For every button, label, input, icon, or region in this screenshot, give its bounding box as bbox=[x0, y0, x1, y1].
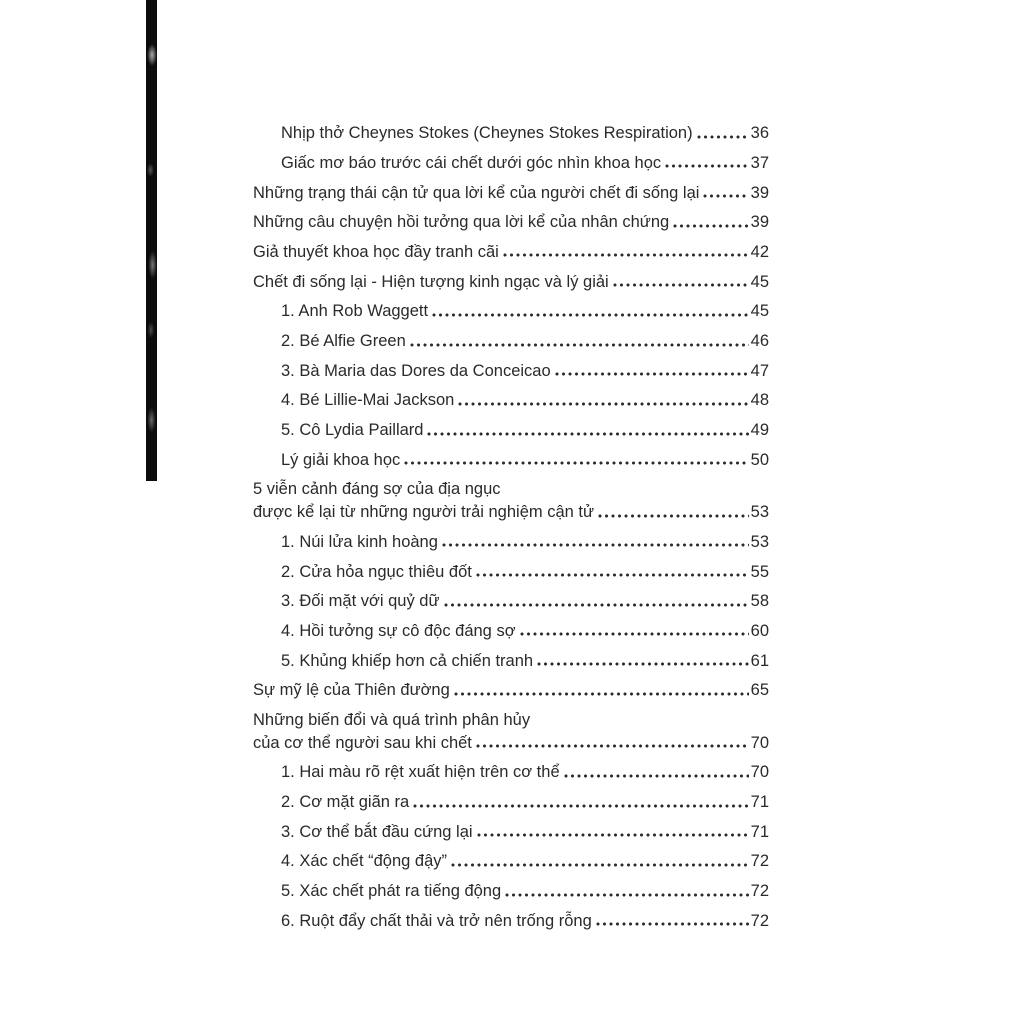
dot-leader bbox=[476, 571, 749, 577]
toc-page-number: 58 bbox=[750, 592, 769, 611]
dot-leader bbox=[520, 630, 749, 636]
dot-leader bbox=[451, 861, 749, 867]
toc-page-number: 72 bbox=[750, 882, 769, 901]
dot-leader bbox=[458, 400, 748, 406]
toc-page-number: 47 bbox=[750, 361, 769, 380]
toc-entry-label: 4. Bé Lillie-Mai Jackson bbox=[281, 391, 455, 410]
toc-entry-label: Những câu chuyện hồi tưởng qua lời kể của nhân chứng bbox=[253, 213, 670, 232]
book-cover-edge bbox=[146, 0, 157, 481]
toc-entry bbox=[253, 171, 769, 201]
toc-page-number: 71 bbox=[750, 822, 769, 841]
toc-page-number: 49 bbox=[750, 421, 769, 440]
dot-leader bbox=[564, 772, 749, 778]
toc-page-number: 46 bbox=[750, 332, 769, 350]
toc-entry bbox=[253, 840, 769, 870]
toc-entry-label: 2. Cơ mặt giãn ra bbox=[281, 793, 410, 811]
toc-entry bbox=[253, 201, 769, 231]
toc-entry-label: 5. Khủng khiếp hơn cả chiến tranh bbox=[281, 651, 534, 670]
dot-leader bbox=[442, 541, 749, 547]
dot-leader bbox=[476, 742, 749, 748]
toc-entry bbox=[253, 320, 769, 350]
toc-entry-label: của cơ thể người sau khi chết bbox=[253, 733, 472, 752]
toc-entry-label: 3. Cơ thể bắt đầu cứng lại bbox=[281, 822, 473, 841]
dot-leader bbox=[613, 281, 749, 287]
dot-leader bbox=[555, 370, 749, 376]
toc-entry bbox=[253, 669, 769, 699]
toc-entry bbox=[253, 550, 769, 580]
toc-page-number: 70 bbox=[750, 733, 769, 752]
toc-entry bbox=[253, 409, 769, 439]
toc-entry-label: 3. Đối mặt với quỷ dữ bbox=[281, 592, 440, 611]
toc-entry-label: Những biến đổi và quá trình phân hủy bbox=[253, 710, 531, 729]
toc-entry bbox=[253, 610, 769, 640]
table-of-contents bbox=[253, 112, 769, 929]
toc-entry-label: 5. Cô Lydia Paillard bbox=[281, 421, 424, 440]
dot-leader bbox=[454, 690, 749, 696]
toc-page-number: 45 bbox=[750, 302, 769, 321]
toc-entry bbox=[253, 900, 769, 930]
dot-leader bbox=[505, 891, 748, 897]
toc-page-number: 48 bbox=[750, 391, 769, 410]
toc-entry bbox=[253, 811, 769, 841]
toc-page-number: 70 bbox=[750, 763, 769, 782]
toc-entry-label: 5 viễn cảnh đáng sợ của địa ngục bbox=[253, 480, 501, 499]
dot-leader bbox=[432, 311, 749, 317]
dot-leader bbox=[404, 459, 748, 465]
toc-entry bbox=[253, 781, 769, 811]
toc-entry bbox=[253, 260, 769, 290]
dot-leader bbox=[410, 341, 749, 347]
dot-leader bbox=[703, 192, 748, 198]
toc-entry-label: Chết đi sống lại - Hiện tượng kinh ngạc và lý giải bbox=[253, 272, 609, 291]
dot-leader bbox=[427, 430, 748, 436]
toc-entry-label: 2. Bé Alfie Green bbox=[281, 332, 406, 350]
toc-entry bbox=[253, 350, 769, 380]
toc-entry bbox=[253, 639, 769, 669]
toc-entry-label: Những trạng thái cận tử qua lời kể của người chết đi sống lại bbox=[253, 183, 700, 202]
dot-leader bbox=[537, 660, 749, 666]
toc-entry-label: 5. Xác chết phát ra tiếng động bbox=[281, 882, 502, 901]
toc-page-number: 39 bbox=[750, 213, 769, 232]
toc-entry-label: 1. Núi lửa kinh hoàng bbox=[281, 532, 438, 551]
toc-entry-label: Giả thuyết khoa học đầy tranh cãi bbox=[253, 242, 499, 261]
toc-page-number: 53 bbox=[750, 503, 769, 522]
toc-entry-label: Giấc mơ báo trước cái chết dưới góc nhìn khoa học bbox=[281, 153, 662, 172]
toc-entry bbox=[253, 112, 769, 142]
toc-entry-label: 2. Cửa hỏa ngục thiêu đốt bbox=[281, 562, 472, 581]
dot-leader bbox=[477, 831, 749, 837]
toc-page-number: 36 bbox=[750, 124, 769, 143]
dot-leader bbox=[503, 251, 749, 257]
toc-entry-label: được kể lại từ những người trải nghiệm cận tử bbox=[253, 503, 595, 522]
toc-page-number: 55 bbox=[750, 562, 769, 581]
toc-entry bbox=[253, 751, 769, 781]
toc-page-number: 45 bbox=[750, 272, 769, 291]
toc-page-number: 50 bbox=[750, 450, 769, 469]
dot-leader bbox=[413, 802, 748, 808]
toc-entry-label: Lý giải khoa học bbox=[281, 450, 401, 469]
toc-page-number: 42 bbox=[750, 242, 769, 261]
dot-leader bbox=[444, 601, 749, 607]
toc-page-number: 39 bbox=[750, 183, 769, 202]
toc-entry bbox=[253, 290, 769, 320]
toc-page-number: 37 bbox=[750, 153, 769, 172]
dot-leader bbox=[665, 162, 748, 168]
dot-leader bbox=[697, 133, 749, 139]
toc-entry-label: 4. Xác chết “động đậy” bbox=[281, 852, 448, 871]
toc-page-number: 71 bbox=[750, 793, 769, 811]
toc-page-number: 61 bbox=[750, 651, 769, 670]
toc-entry-label: Nhịp thở Cheynes Stokes (Cheynes Stokes Respiration) bbox=[281, 124, 693, 143]
toc-entry-label: 6. Ruột đẩy chất thải và trở nên trống rỗng bbox=[281, 911, 592, 930]
toc-entry bbox=[253, 521, 769, 551]
toc-page-number: 60 bbox=[750, 621, 769, 640]
toc-entry bbox=[253, 142, 769, 172]
toc-entry bbox=[253, 580, 769, 610]
toc-entry-label: Sự mỹ lệ của Thiên đường bbox=[253, 681, 450, 700]
toc-page-number: 65 bbox=[750, 681, 769, 700]
dot-leader bbox=[598, 512, 749, 518]
toc-entry-label: 4. Hồi tưởng sự cô độc đáng sợ bbox=[281, 621, 516, 640]
toc-entry bbox=[253, 870, 769, 900]
dot-leader bbox=[596, 920, 749, 926]
toc-page-number: 53 bbox=[750, 532, 769, 551]
toc-page-number: 72 bbox=[750, 852, 769, 871]
toc-entry bbox=[253, 379, 769, 409]
toc-entry bbox=[253, 439, 769, 469]
dot-leader bbox=[673, 222, 748, 228]
toc-page-number: 72 bbox=[750, 911, 769, 930]
toc-entry bbox=[253, 231, 769, 261]
toc-entry-label: 1. Hai màu rõ rệt xuất hiện trên cơ thể bbox=[281, 763, 560, 782]
toc-entry-label: 3. Bà Maria das Dores da Conceicao bbox=[281, 361, 551, 380]
toc-entry-label: 1. Anh Rob Waggett bbox=[281, 302, 429, 321]
